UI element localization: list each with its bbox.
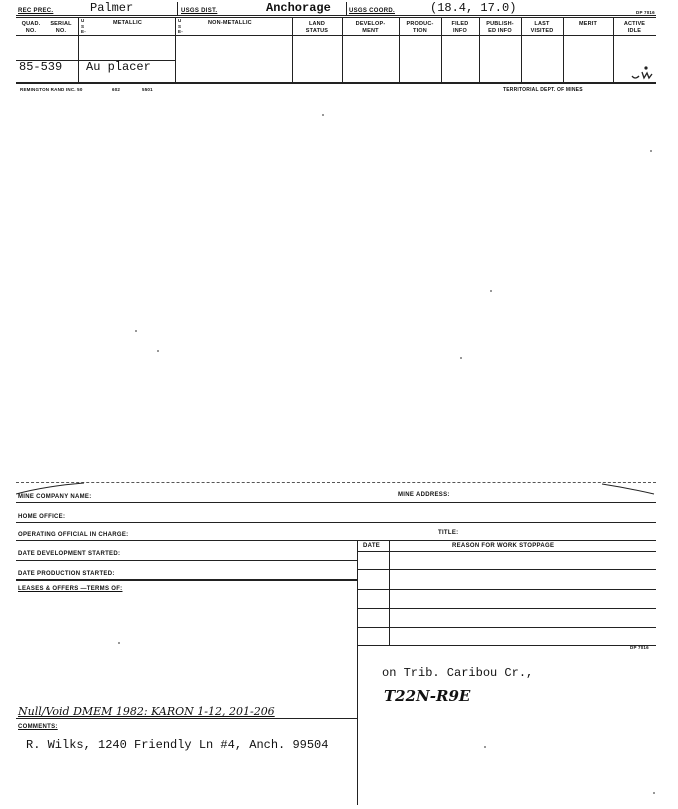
- comments-label: COMMENTS:: [18, 724, 58, 730]
- column-divider: [78, 17, 79, 82]
- scan-speck: [650, 150, 652, 152]
- scan-speck: [118, 642, 120, 644]
- rec-prec-label: REC PREC.: [18, 8, 54, 14]
- scan-speck: [157, 350, 159, 352]
- scribble-mark-icon: [630, 64, 656, 82]
- scan-speck: [135, 330, 137, 332]
- location-text: on Trib. Caribou Cr.,: [382, 666, 534, 680]
- comments-text: R. Wilks, 1240 Friendly Ln #4, Anch. 99504: [26, 738, 329, 752]
- active-idle-header: ACTIVE IDLE: [623, 21, 646, 34]
- home-office-label: HOME OFFICE:: [18, 514, 66, 520]
- leases-label: LEASES & OFFERS —TERMS OF:: [18, 586, 123, 592]
- development-header: DEVELOP- MENT: [355, 21, 386, 34]
- date-table-left-border: [357, 540, 358, 645]
- title-label: TITLE:: [438, 530, 459, 536]
- rec-prec-value: Palmer: [90, 1, 134, 15]
- date-production-rule: [16, 579, 357, 581]
- date-table-row-rule: [357, 589, 656, 590]
- column-header-bottom-rule: [16, 35, 656, 36]
- printer-code-1: 602: [112, 87, 121, 92]
- column-header-rule: [16, 17, 656, 18]
- header-divider: [177, 2, 178, 15]
- date-table-row-rule: [357, 608, 656, 609]
- date-table-divider: [389, 540, 390, 645]
- lower-right-border: [357, 645, 358, 805]
- department-imprint: TERRITORIAL DEPT. OF MINES: [503, 87, 583, 93]
- date-column-label: DATE: [363, 543, 381, 549]
- null-void-rule: [16, 718, 357, 719]
- published-info-header: PUBLISH- ED INFO: [486, 21, 514, 34]
- use-letters-2: U S E-: [178, 18, 183, 34]
- scan-speck: [460, 357, 462, 359]
- usgs-dist-label: USGS DIST.: [181, 8, 218, 14]
- scan-speck: [322, 114, 324, 116]
- date-production-label: DATE PRODUCTION STARTED:: [18, 571, 115, 577]
- metallic-header: METALLIC: [113, 20, 142, 26]
- operating-official-label: OPERATING OFFICIAL IN CHARGE:: [18, 532, 129, 538]
- metallic-value: Au placer: [86, 60, 151, 74]
- mine-company-label: MINE COMPANY NAME:: [18, 494, 92, 500]
- form-number-2: DP 7016: [630, 645, 649, 650]
- torn-corner-right: [600, 482, 656, 496]
- record-row-rule: [16, 60, 176, 61]
- date-development-label: DATE DEVELOPMENT STARTED:: [18, 551, 121, 557]
- last-visited-header: LAST VISITED: [530, 21, 554, 34]
- filed-info-header: FILED INFO: [451, 21, 469, 34]
- date-table-header-rule: [357, 551, 656, 552]
- home-office-rule: [16, 522, 656, 523]
- land-status-header: LAND STATUS: [305, 21, 329, 34]
- date-development-rule: [16, 560, 357, 561]
- printer-code-2: 5501: [142, 87, 153, 92]
- mine-company-rule: [16, 502, 656, 503]
- non-metallic-header: NON-METALLIC: [208, 20, 252, 26]
- reason-column-label: REASON FOR WORK STOPPAGE: [452, 543, 555, 549]
- quad-header: QUAD. NO.: [21, 21, 41, 34]
- null-void-note: Null/Void DMEM 1982: KARON 1-12, 201-206: [18, 705, 275, 718]
- usgs-dist-value: Anchorage: [266, 1, 331, 15]
- mine-address-label: MINE ADDRESS:: [398, 492, 450, 498]
- column-divider: [175, 17, 176, 82]
- usgs-coord-value: (18.4, 17.0): [430, 1, 517, 15]
- production-header: PRODUC- TION: [406, 21, 434, 34]
- date-table-bottom-rule: [357, 645, 656, 646]
- use-letters: U S E-: [81, 18, 86, 34]
- lower-card-top-rule: [16, 482, 656, 483]
- operating-official-rule: [16, 540, 656, 541]
- usgs-coord-label: USGS COORD.: [349, 8, 395, 14]
- printer-imprint: REMINGTON RAND INC. 50: [20, 87, 83, 92]
- header-top-rule: [16, 15, 656, 16]
- serial-header: SERIAL NO.: [50, 21, 72, 34]
- scan-speck: [653, 792, 655, 794]
- scan-speck: [484, 746, 486, 748]
- merit-header: MERIT: [578, 21, 598, 27]
- scan-speck: [490, 290, 492, 292]
- record-bottom-rule: [16, 82, 656, 84]
- date-table-row-rule: [357, 627, 656, 628]
- record-number: 85-539: [19, 60, 63, 74]
- township-range-text: T22N-R9E: [384, 687, 471, 705]
- date-table-row-rule: [357, 569, 656, 570]
- header-divider: [346, 2, 347, 15]
- form-number: DP 7016: [636, 10, 655, 15]
